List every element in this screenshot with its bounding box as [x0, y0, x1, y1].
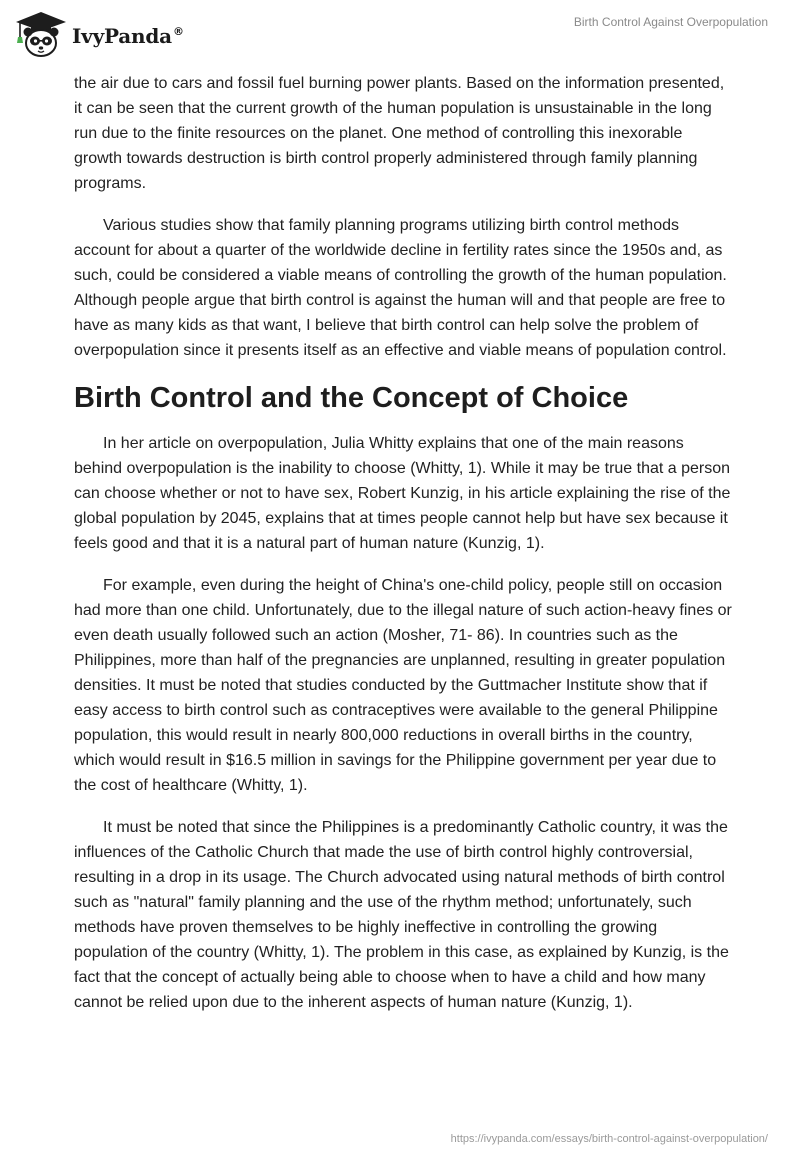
document-title: Birth Control Against Overpopulation: [573, 15, 768, 29]
paragraph: Various studies show that family planning programs utilizing birth control methods account for about a quarter of the worldwide decline in fertility rates since the 1950s and, as such, could be considered a viable means of controlling the growth of the human population. Although people argue that birth control is against the human will and that people are free to have as many kids as that want, I believe that birth control can help solve the problem of overpopulation since it presents itself as an effective and viable means of population control.: [74, 217, 727, 359]
page-header: [0, 0, 800, 70]
paragraph: In her article on overpopulation, Julia Whitty explains that one of the main reasons behind overpopulation is the inability to choose (Whitty, 1). While it may be true that a person can choose whether or not to have sex, Robert Kunzig, in his article explaining the rise of the global population by 2045, explains that at times people cannot help but have sex because it feels good and that it is a natural part of human nature (Kunzig, 1).: [74, 435, 731, 552]
paragraph: the air due to cars and fossil fuel burning power plants. Based on the information presented, it can be seen that the current growth of the human population is unsustainable in the long run due to the finite resources on the planet. One method of controlling this inexorable growth towards destruction is birth control properly administered through family planning programs.: [74, 75, 725, 192]
brand-name: IvyPanda®: [72, 24, 184, 48]
brand-logo[interactable]: [14, 10, 184, 60]
section-heading: Birth Control and the Concept of Choice: [74, 382, 629, 414]
paragraph: It must be noted that since the Philippines is a predominantly Catholic country, it was the influences of the Catholic Church that made the use of birth control highly controversial, resulting in a drop in its usage. The Church advocated using natural methods of birth control such as "natural" family planning and the use of the rhythm method; unfortunately, such methods have proven themselves to be highly ineffective in controlling the growing population of the country (Whitty, 1). The problem in this case, as explained by Kunzig, is the fact that the concept of actually being able to choose when to have a child and how many cannot be relied upon due to the inherent aspects of human nature (Kunzig, 1).: [74, 819, 729, 1011]
article-body: [74, 71, 734, 1032]
source-url-link[interactable]: https://ivypanda.com/essays/birth-control-against-overpopulation/: [450, 1133, 768, 1145]
graduation-panda-icon: [14, 10, 68, 60]
paragraph: For example, even during the height of China's one-child policy, people still on occasion had more than one child. Unfortunately, due to the illegal nature of such action-heavy fines or even death usually followed such an action (Mosher, 71- 86). In countries such as the Philippines, more than half of the pregnancies are unplanned, resulting in greater population densities. It must be noted that studies conducted by the Guttmacher Institute show that if easy access to birth control such as contraceptives were available to the general Philippine population, this would result in nearly 800,000 reductions in overall births in the country, which would result in $16.5 million in savings for the Philippine government per year due to the cost of healthcare (Whitty, 1).: [74, 577, 732, 794]
